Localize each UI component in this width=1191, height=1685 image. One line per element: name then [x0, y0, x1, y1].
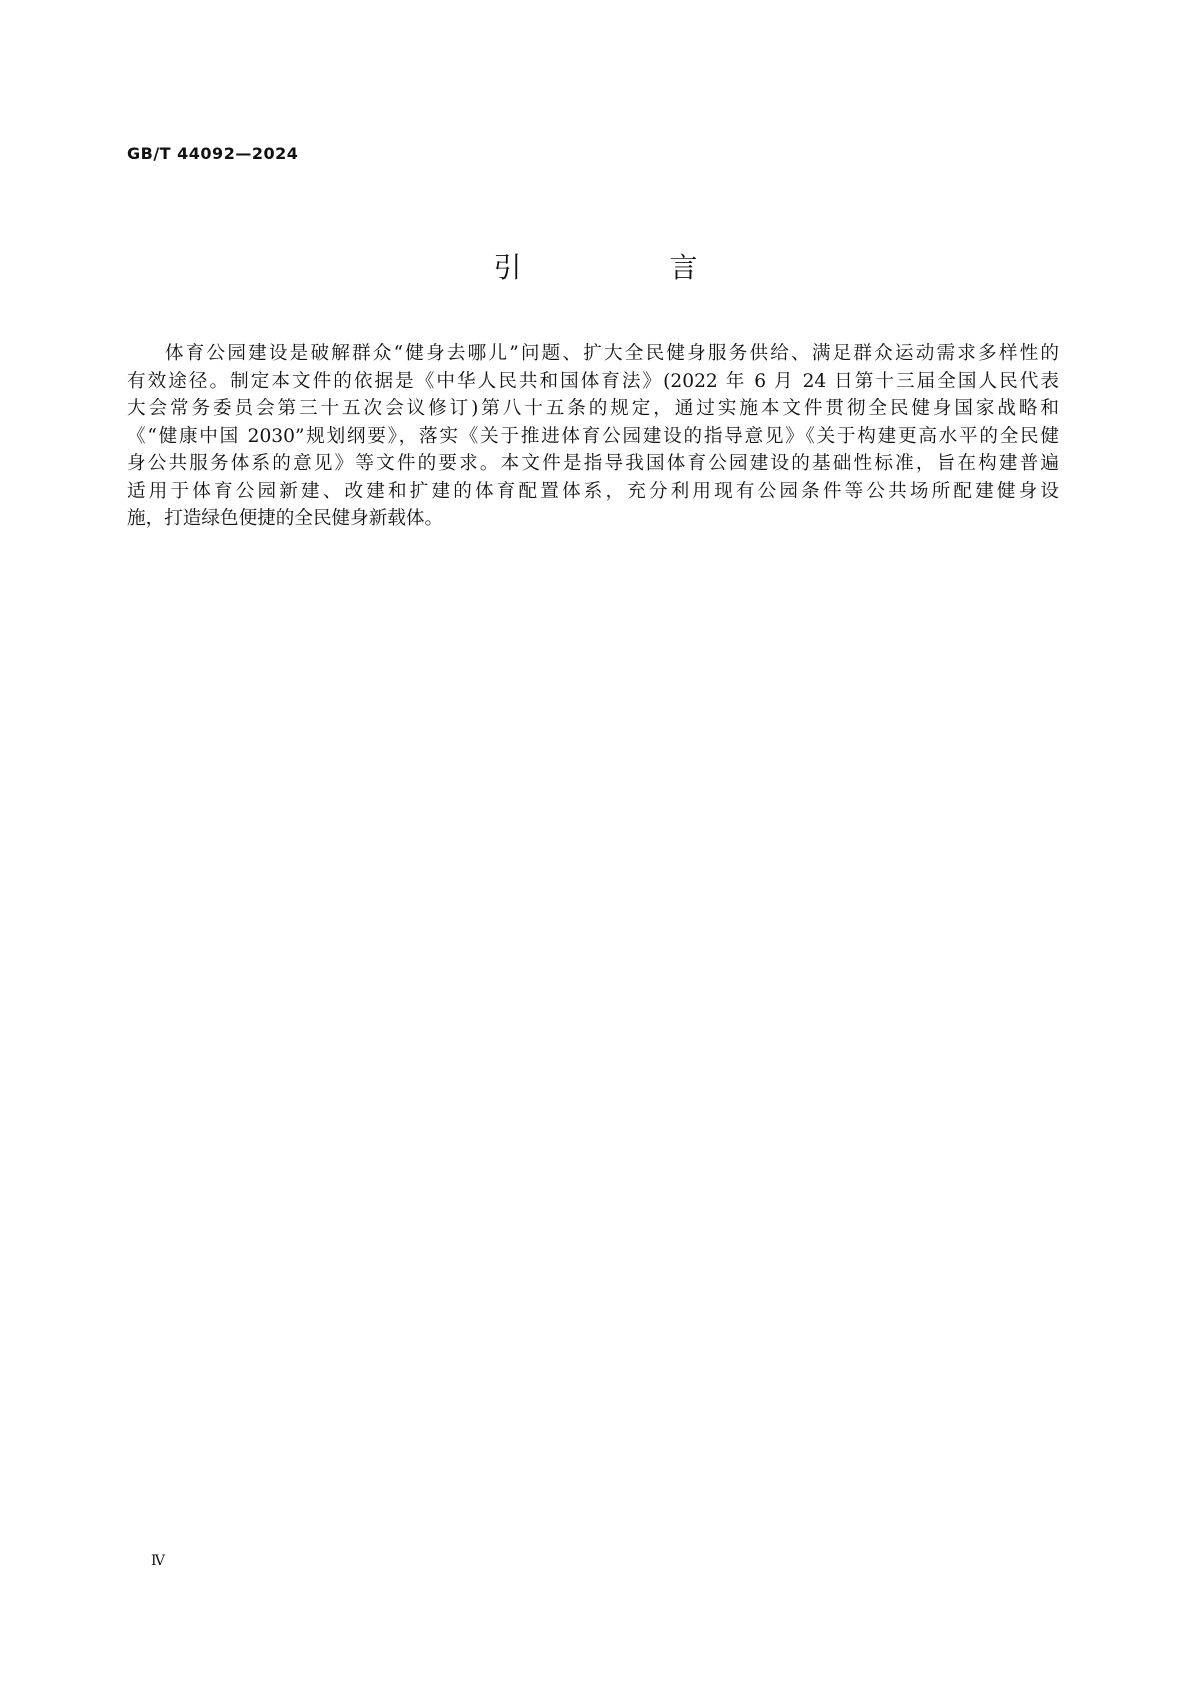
standard-code-header: GB/T 44092—2024 [127, 144, 299, 163]
introduction-paragraph [127, 340, 1059, 533]
paragraph-line: 大会常务委员会第三十五次会议修订)第八十五条的规定，通过实施本文件贯彻全民健身国家战略和 [127, 398, 1059, 419]
paragraph-line: 体育公园建设是破解群众“健身去哪儿”问题、扩大全民健身服务供给、满足群众运动需求多样性的 [165, 343, 1059, 364]
paragraph-line: 有效途径。制定本文件的依据是《中华人民共和国体育法》(2022 年 6 月 24 日第十三届全国人民代表 [127, 370, 1059, 392]
paragraph-line: 适用于体育公园新建、改建和扩建的体育配置体系，充分利用现有公园条件等公共场所配建健身设 [127, 480, 1059, 502]
page-number: Ⅳ [151, 1553, 165, 1569]
section-title: 引 言 [493, 251, 758, 284]
paragraph-line: 身公共服务体系的意见》等文件的要求。本文件是指导我国体育公园建设的基础性标准，旨在构建普遍 [127, 453, 1059, 474]
paragraph-line: 施，打造绿色便捷的全民健身新载体。 [127, 508, 444, 529]
paragraph-line: 《“健康中国 2030”规划纲要》，落实《关于推进体育公园建设的指导意见》《关于构建更高水平的全民健 [127, 425, 1059, 447]
